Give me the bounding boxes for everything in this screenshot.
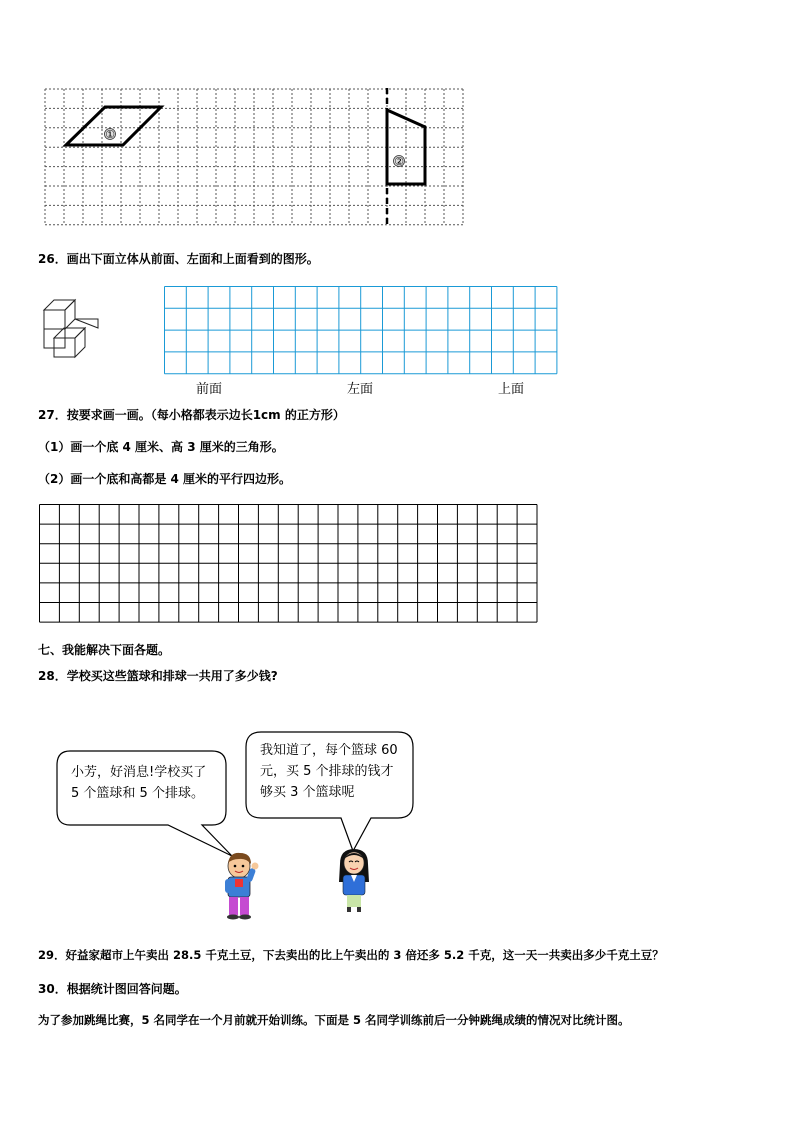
bubble-right-text: 我知道了，每个篮球 60 元，买 5 个排球的钱才 够买 3 个篮球呢 [260,743,398,800]
question-27-part2: （2）画一个底和高都是 4 厘米的平行四边形。 [38,472,292,486]
question-29: 29．好益家超市上午卖出 28.5 千克土豆，下去卖出的比上午卖出的 3 倍还多 5.2 千克，这一天一共卖出多少千克土豆？ [38,948,664,962]
bubble-left-text: 小芳，好消息!学校买了 5 个篮球和 5 个排球。 [71,765,207,801]
question-30-intro: 为了参加跳绳比赛，5 名同学在一个月前就开始训练。下面是 5 名同学训练前后一分钟跳绳成绩的情况对比统计图。 [38,1013,630,1027]
question-27-part1: （1）画一个底 4 厘米、高 3 厘米的三角形。 [38,440,284,454]
cube-stack-figure [40,296,106,366]
label-front: 前面 [196,382,223,397]
label-left: 左面 [347,382,374,397]
question-27: 27．按要求画一画。（每小格都表示边长1cm 的正方形） [38,408,345,422]
label-top: 上面 [498,382,525,397]
shape2-label: ② [394,155,404,168]
question-28: 28．学校买这些篮球和排球一共用了多少钱? [38,669,278,683]
question-30: 30．根据统计图回答问题。 [38,982,187,996]
shape1-label: ① [105,128,115,141]
boy-character [218,852,264,920]
drawing-grid-black [39,504,541,624]
girl-character [334,848,374,914]
transform-grid-figure [44,88,468,228]
drawing-grid-blue [164,286,560,376]
question-26: 26．画出下面立体从前面、左面和上面看到的图形。 [38,252,319,266]
section-title: 七、我能解决下面各题。 [38,643,171,657]
